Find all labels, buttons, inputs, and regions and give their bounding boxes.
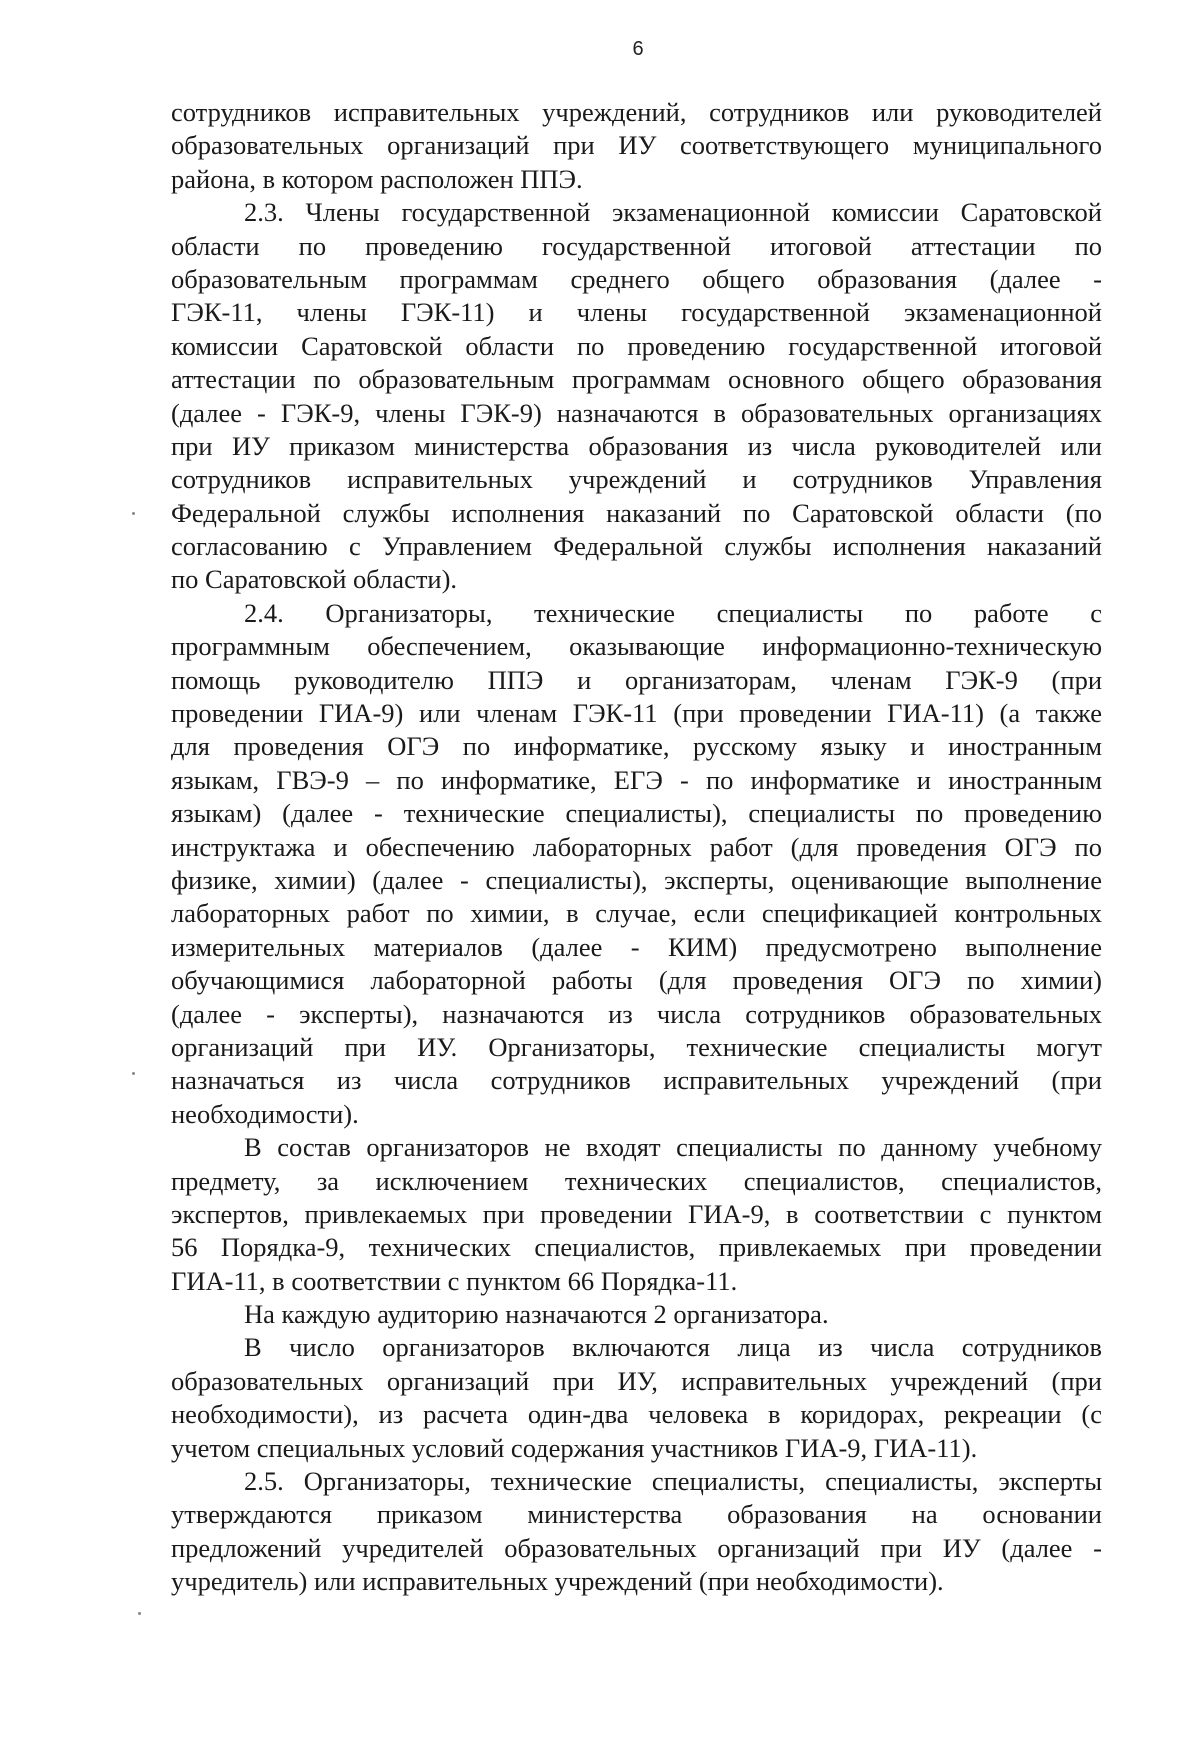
document-body	[171, 96, 1102, 1599]
margin-mark	[138, 1612, 141, 1615]
text-line: организаций при ИУ. Организаторы, технические специалисты могут	[171, 1031, 1102, 1062]
text-line: 56 Порядка-9, технических специалистов, привлекаемых при проведении	[171, 1232, 1102, 1263]
text-line: предложений учредителей образовательных организаций при ИУ (далее -	[171, 1532, 1102, 1563]
text-line: (далее - эксперты), назначаются из числа сотрудников образовательных	[171, 998, 1102, 1029]
text-line: образовательным программам среднего общего образования (далее -	[171, 263, 1102, 294]
text-line: 2.4. Организаторы, технические специалисты по работе с	[244, 597, 1102, 628]
text-line: физике, химии) (далее - специалисты), эксперты, оценивающие выполнение	[171, 864, 1102, 895]
text-line: помощь руководителю ППЭ и организаторам, членам ГЭК-9 (при	[171, 664, 1102, 695]
text-line: В число организаторов включаются лица из числа сотрудников	[244, 1332, 1102, 1363]
text-line: программным обеспечением, оказывающие информационно-техническую	[171, 631, 1102, 662]
text-line: комиссии Саратовской области по проведению государственной итоговой	[171, 330, 1102, 361]
text-line: образовательных организаций при ИУ соответствующего муниципального	[171, 130, 1102, 161]
text-line: обучающимися лабораторной работы (для проведения ОГЭ по химии)	[171, 965, 1102, 996]
text-line: предмету, за исключением технических специалистов, специалистов,	[171, 1165, 1102, 1196]
text-line: 2.3. Члены государственной экзаменационной комиссии Саратовской	[244, 197, 1102, 228]
text-line: по Саратовской области).	[171, 564, 458, 595]
text-line: (далее - ГЭК-9, члены ГЭК-9) назначаются в образовательных организациях	[171, 397, 1102, 428]
text-line: измерительных материалов (далее - КИМ) предусмотрено выполнение	[171, 931, 1102, 962]
text-line: аттестации по образовательным программам основного общего образования	[171, 364, 1102, 395]
text-line: сотрудников исправительных учреждений, сотрудников или руководителей	[171, 97, 1102, 127]
text-line: образовательных организаций при ИУ, исправительных учреждений (при	[171, 1365, 1102, 1396]
text-line: В состав организаторов не входят специалисты по данному учебному	[244, 1132, 1102, 1163]
text-line: 2.5. Организаторы, технические специалисты, специалисты, эксперты	[244, 1466, 1102, 1497]
text-line: необходимости).	[171, 1098, 359, 1129]
text-line: согласованию с Управлением Федеральной службы исполнения наказаний	[171, 531, 1102, 562]
text-line: необходимости), из расчета один-два человека в коридорах, рекреации (с	[171, 1399, 1102, 1430]
text-line: учредитель) или исправительных учреждений (при необходимости).	[171, 1566, 944, 1597]
text-line: ГЭК-11, члены ГЭК-11) и члены государственной экзаменационной	[171, 297, 1102, 328]
text-line: экспертов, привлекаемых при проведении ГИА-9, в соответствии с пунктом	[171, 1198, 1102, 1229]
text-line: учетом специальных условий содержания участников ГИА-9, ГИА-11).	[171, 1432, 978, 1463]
text-line: назначаться из числа сотрудников исправительных учреждений (при	[171, 1065, 1102, 1096]
text-line: инструктажа и обеспечению лабораторных работ (для проведения ОГЭ по	[171, 831, 1102, 862]
text-line: сотрудников исправительных учреждений и сотрудников Управления	[171, 464, 1102, 495]
text-line: На каждую аудиторию назначаются 2 организатора.	[244, 1299, 829, 1330]
text-line: утверждаются приказом министерства образования на основании	[171, 1499, 1102, 1530]
text-line: области по проведению государственной итоговой аттестации по	[171, 230, 1102, 261]
text-line: района, в котором расположен ППЭ.	[171, 163, 583, 194]
text-line: при ИУ приказом министерства образования из числа руководителей или	[171, 430, 1102, 461]
text-line: языкам, ГВЭ-9 – по информатике, ЕГЭ - по информатике и иностранным	[171, 764, 1102, 795]
text-line: лабораторных работ по химии, в случае, если спецификацией контрольных	[171, 898, 1102, 929]
text-line: для проведения ОГЭ по информатике, русскому языку и иностранным	[171, 731, 1102, 762]
text-line: ГИА-11, в соответствии с пунктом 66 Порядка-11.	[171, 1265, 738, 1296]
page-number: 6	[632, 38, 644, 60]
text-line: языкам) (далее - технические специалисты), специалисты по проведению	[171, 798, 1102, 829]
text-line: проведении ГИА-9) или членам ГЭК-11 (при проведении ГИА-11) (а также	[171, 698, 1102, 729]
margin-mark	[132, 512, 135, 515]
text-line: Федеральной службы исполнения наказаний по Саратовской области (по	[171, 497, 1102, 528]
margin-mark	[132, 1072, 135, 1075]
